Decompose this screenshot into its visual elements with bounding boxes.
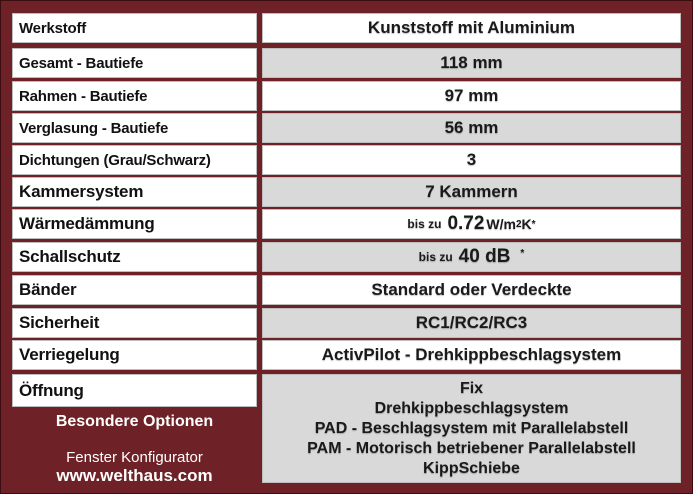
row-value xyxy=(262,209,681,239)
row-label: Verglasung - Bautiefe xyxy=(12,113,257,143)
value-exponent: 2 xyxy=(515,218,522,230)
oeffnung-item: PAD - Beschlagsystem mit Parallelabstell xyxy=(314,419,629,437)
value-number: 0.72 xyxy=(447,213,485,234)
row-value: Kunststoff mit Aluminium xyxy=(262,13,681,43)
row-label: Wärmedämmung xyxy=(12,209,257,239)
row-value: 97 mm xyxy=(262,81,681,111)
value-footnote-star: * xyxy=(531,218,536,230)
row-verriegelung xyxy=(12,340,681,370)
row-value xyxy=(262,242,681,272)
oeffnung-item: Fix xyxy=(459,379,484,397)
oeffnung-list xyxy=(262,374,681,483)
row-baender xyxy=(12,275,681,305)
row-label: Dichtungen (Grau/Schwarz) xyxy=(12,145,257,175)
window-configurator-text: Fenster Konfigurator xyxy=(66,449,203,466)
row-label: Rahmen - Bautiefe xyxy=(12,81,257,111)
row-werkstoff xyxy=(12,13,681,43)
row-label: Verriegelung xyxy=(12,340,257,370)
row-value: ActivPilot - Drehkippbeschlagsystem xyxy=(262,340,681,370)
value-unit-k: K xyxy=(521,216,532,232)
row-label: Sicherheit xyxy=(12,308,257,338)
oeffnung-item: PAM - Motorisch betriebener Parallelabstell xyxy=(307,439,636,457)
row-rahmen-bautiefe xyxy=(12,81,681,111)
row-value: RC1/RC2/RC3 xyxy=(262,308,681,338)
row-gesamt-bautiefe xyxy=(12,48,681,78)
row-label: Gesamt - Bautiefe xyxy=(12,48,257,78)
row-value: 118 mm xyxy=(262,48,681,78)
oeffnung-item: Drehkippbeschlagsystem xyxy=(374,399,569,417)
row-value: Standard oder Verdeckte xyxy=(262,275,681,305)
row-kammersystem xyxy=(12,177,681,207)
row-value: 7 Kammern xyxy=(262,177,681,207)
row-value: 56 mm xyxy=(262,113,681,143)
value-unit: W/m xyxy=(486,216,516,232)
row-label: Schallschutz xyxy=(12,242,257,272)
row-verglasung-bautiefe xyxy=(12,113,681,143)
row-sicherheit xyxy=(12,308,681,338)
value-number: 40 dB xyxy=(458,246,511,267)
row-label: Öffnung xyxy=(12,374,257,407)
row-label: Werkstoff xyxy=(12,13,257,43)
row-schallschutz xyxy=(12,242,681,272)
row-waermedaemmung xyxy=(12,209,681,239)
value-footnote-star: * xyxy=(520,247,525,259)
value-prefix: bis zu xyxy=(407,217,442,231)
row-label: Bänder xyxy=(12,275,257,305)
value-prefix: bis zu xyxy=(418,250,453,264)
row-label: Kammersystem xyxy=(12,177,257,207)
row-value: 3 xyxy=(262,145,681,175)
oeffnung-item: KippSchiebe xyxy=(423,459,520,477)
website-link[interactable]: www.welthaus.com xyxy=(56,466,213,485)
row-dichtungen xyxy=(12,145,681,175)
special-options-heading: Besondere Optionen xyxy=(55,413,214,430)
